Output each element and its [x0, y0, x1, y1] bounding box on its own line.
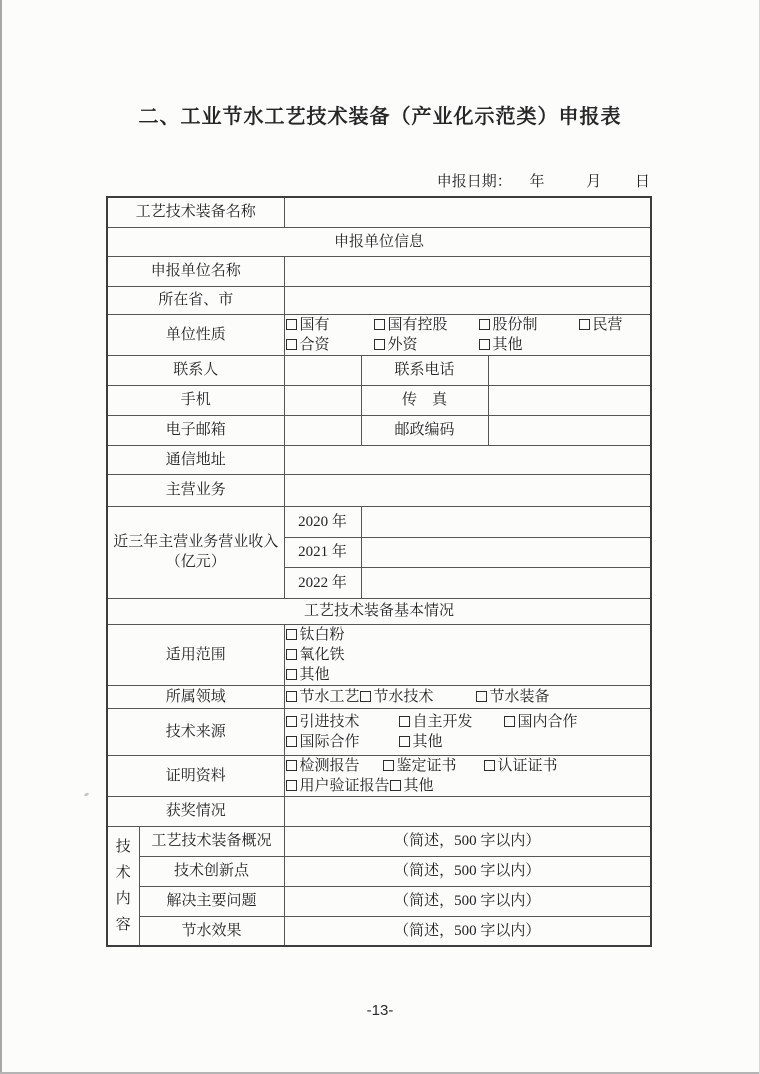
checkbox-other-nature	[479, 335, 523, 355]
revenue-year-2020-label: 2020 年	[284, 506, 361, 537]
checkbox-test-report	[286, 756, 383, 776]
checkbox-water-saving-equipment	[476, 687, 550, 707]
email-label: 电子邮箱	[107, 415, 284, 445]
checkbox-icon	[286, 629, 297, 640]
scope-option-line	[285, 625, 651, 645]
row-revenue-2020	[107, 506, 651, 537]
unit-nature-options-line2	[285, 335, 651, 355]
tech-overview-label: 工艺技术装备概况	[139, 826, 284, 856]
checkbox-icon	[286, 736, 297, 747]
checkbox-label: 外资	[387, 336, 418, 353]
checkbox-iron-oxide	[286, 645, 345, 665]
checkbox-label: 认证证书	[497, 757, 558, 774]
row-tech-innovation	[107, 856, 651, 886]
scope-options-cell	[284, 624, 651, 685]
scope-label: 适用范围	[107, 624, 284, 685]
checkbox-icon	[286, 339, 297, 350]
checkbox-label: 其他	[412, 733, 443, 750]
contact-person-value-cell	[284, 355, 361, 385]
row-province-city	[107, 286, 651, 314]
checkbox-label: 其他	[492, 336, 523, 353]
checkbox-icon	[479, 339, 490, 350]
revenue-unit-label: （亿元）	[165, 554, 226, 570]
equipment-name-value-cell	[284, 197, 651, 227]
checkbox-joint-stock	[479, 315, 579, 335]
row-contact	[107, 355, 651, 385]
checkbox-independent-development	[399, 712, 504, 732]
checkbox-label: 国内合作	[517, 713, 578, 730]
page-title: 二、工业节水工艺技术装备（产业化示范类）申报表	[138, 106, 622, 128]
province-city-label: 所在省、市	[107, 286, 284, 314]
checkbox-icon	[286, 716, 297, 727]
date-year-label: 年	[529, 174, 545, 190]
checkbox-icon	[286, 780, 297, 791]
field-options-cell	[284, 685, 651, 708]
field-option-line	[285, 687, 651, 707]
application-form-table	[106, 196, 652, 947]
row-scope	[107, 624, 651, 685]
checkbox-state-holding	[374, 315, 479, 335]
row-email-postal	[107, 415, 651, 445]
row-address	[107, 445, 651, 474]
scan-speck	[84, 792, 90, 797]
contact-phone-label: 联系电话	[361, 355, 488, 385]
checkbox-label: 鉴定证书	[396, 757, 457, 774]
water-saving-effect-value-cell: （简述，500 字以内）	[284, 916, 651, 946]
tech-innovation-label: 技术创新点	[139, 856, 284, 886]
checkbox-private	[579, 315, 623, 335]
scope-option-line	[285, 665, 651, 685]
row-tech-problems	[107, 886, 651, 916]
row-unit-nature	[107, 314, 651, 355]
checkbox-label: 国有	[299, 316, 330, 333]
main-business-value-cell	[284, 474, 651, 506]
checkbox-icon	[286, 669, 297, 680]
address-label: 通信地址	[107, 445, 284, 474]
checkbox-other-proof	[390, 776, 434, 796]
row-equipment-name	[107, 197, 651, 227]
postal-code-label: 邮政编码	[361, 415, 488, 445]
checkbox-label: 合资	[299, 336, 330, 353]
row-section-basic	[107, 598, 651, 624]
tech-problems-value-cell: （简述，500 字以内）	[284, 886, 651, 916]
checkbox-label: 氧化铁	[299, 646, 345, 663]
checkbox-icon	[360, 691, 371, 702]
section-applicant-info: 申报单位信息	[107, 227, 651, 256]
checkbox-icon	[484, 760, 495, 771]
postal-code-value-cell	[488, 415, 651, 445]
field-label: 所属领域	[107, 685, 284, 708]
main-business-label: 主营业务	[107, 474, 284, 506]
tech-content-label: 技术内容	[115, 838, 131, 933]
checkbox-icon	[390, 780, 401, 791]
scope-option-line	[285, 645, 651, 665]
checkbox-foreign-funded	[374, 335, 479, 355]
proof-label: 证明资料	[107, 755, 284, 796]
tech-source-options-cell	[284, 708, 651, 755]
checkbox-label: 自主开发	[412, 713, 473, 730]
checkbox-label: 节水技术	[373, 688, 434, 705]
checkbox-water-saving-technology	[360, 687, 476, 707]
province-city-value-cell	[284, 286, 651, 314]
checkbox-label: 节水装备	[489, 688, 550, 705]
checkbox-label: 其他	[403, 777, 434, 794]
checkbox-icon	[479, 319, 490, 330]
equipment-name-label: 工艺技术装备名称	[107, 197, 284, 227]
checkbox-label: 钛白粉	[299, 626, 345, 643]
row-applicant-name	[107, 256, 651, 286]
checkbox-certification-certificate	[484, 756, 558, 776]
tech-source-options-line1	[285, 712, 651, 732]
address-value-cell	[284, 445, 651, 474]
tech-content-label-cell	[107, 826, 139, 946]
checkbox-icon	[286, 649, 297, 660]
tech-source-options-line2	[285, 732, 651, 752]
checkbox-label: 民营	[592, 316, 623, 333]
checkbox-icon	[399, 736, 410, 747]
page-number: -13-	[366, 1002, 394, 1019]
awards-value-cell	[284, 796, 651, 826]
revenue-year-2021-label: 2021 年	[284, 537, 361, 567]
email-value-cell	[284, 415, 361, 445]
checkbox-icon	[286, 760, 297, 771]
checkbox-icon	[476, 691, 487, 702]
checkbox-label: 用户验证报告	[299, 777, 390, 794]
unit-nature-options-cell	[284, 314, 651, 355]
checkbox-icon	[374, 339, 385, 350]
contact-person-label: 联系人	[107, 355, 284, 385]
checkbox-icon	[286, 319, 297, 330]
checkbox-other-scope	[286, 665, 330, 685]
checkbox-label: 引进技术	[299, 713, 360, 730]
revenue-label-cell	[107, 506, 284, 598]
proof-options-line1	[285, 756, 651, 776]
unit-nature-label: 单位性质	[107, 314, 284, 355]
revenue-label: 近三年主营业务营业收入	[113, 534, 279, 550]
mobile-label: 手机	[107, 385, 284, 415]
contact-phone-value-cell	[488, 355, 651, 385]
awards-label: 获奖情况	[107, 796, 284, 826]
tech-problems-label: 解决主要问题	[139, 886, 284, 916]
checkbox-joint-venture	[286, 335, 374, 355]
section-basic-info: 工艺技术装备基本情况	[107, 598, 651, 624]
row-mobile-fax	[107, 385, 651, 415]
mobile-value-cell	[284, 385, 361, 415]
checkbox-international-cooperation	[286, 732, 399, 752]
checkbox-label: 国际合作	[299, 733, 360, 750]
applicant-name-label: 申报单位名称	[107, 256, 284, 286]
checkbox-label: 检测报告	[299, 757, 360, 774]
row-water-saving-effect	[107, 916, 651, 946]
checkbox-appraisal-certificate	[383, 756, 484, 776]
water-saving-effect-label: 节水效果	[139, 916, 284, 946]
checkbox-domestic-cooperation	[504, 712, 578, 732]
scan-edge-left	[0, 0, 2, 1074]
tech-source-label: 技术来源	[107, 708, 284, 755]
checkbox-imported-technology	[286, 712, 399, 732]
proof-options-line2	[285, 776, 651, 796]
revenue-2021-value-cell	[361, 537, 651, 567]
row-section-applicant	[107, 227, 651, 256]
fax-value-cell	[488, 385, 651, 415]
date-day-label: 日	[634, 174, 650, 190]
row-tech-source	[107, 708, 651, 755]
fax-label: 传 真	[361, 385, 488, 415]
row-field	[107, 685, 651, 708]
date-label: 申报日期：	[436, 174, 512, 190]
row-awards	[107, 796, 651, 826]
checkbox-icon	[286, 691, 297, 702]
row-proof	[107, 755, 651, 796]
tech-overview-value-cell: （简述，500 字以内）	[284, 826, 651, 856]
unit-nature-options-line1	[285, 315, 651, 335]
tech-innovation-value-cell: （简述，500 字以内）	[284, 856, 651, 886]
checkbox-icon	[504, 716, 515, 727]
checkbox-label: 节水工艺	[299, 688, 360, 705]
row-main-business	[107, 474, 651, 506]
checkbox-icon	[383, 760, 394, 771]
checkbox-label: 其他	[299, 666, 330, 683]
checkbox-icon	[399, 716, 410, 727]
checkbox-icon	[374, 319, 385, 330]
checkbox-icon	[579, 319, 590, 330]
checkbox-label: 国有控股	[387, 316, 448, 333]
checkbox-state-owned	[286, 315, 374, 335]
revenue-year-2022-label: 2022 年	[284, 567, 361, 598]
date-month-label: 月	[586, 174, 602, 190]
row-tech-overview	[107, 826, 651, 856]
applicant-name-value-cell	[284, 256, 651, 286]
checkbox-water-saving-process	[286, 687, 360, 707]
checkbox-label: 股份制	[492, 316, 538, 333]
revenue-2022-value-cell	[361, 567, 651, 598]
proof-options-cell	[284, 755, 651, 796]
revenue-2020-value-cell	[361, 506, 651, 537]
checkbox-titanium-dioxide	[286, 625, 345, 645]
checkbox-other-source	[399, 732, 443, 752]
checkbox-user-verification-report	[286, 776, 390, 796]
application-date-line	[106, 170, 650, 191]
